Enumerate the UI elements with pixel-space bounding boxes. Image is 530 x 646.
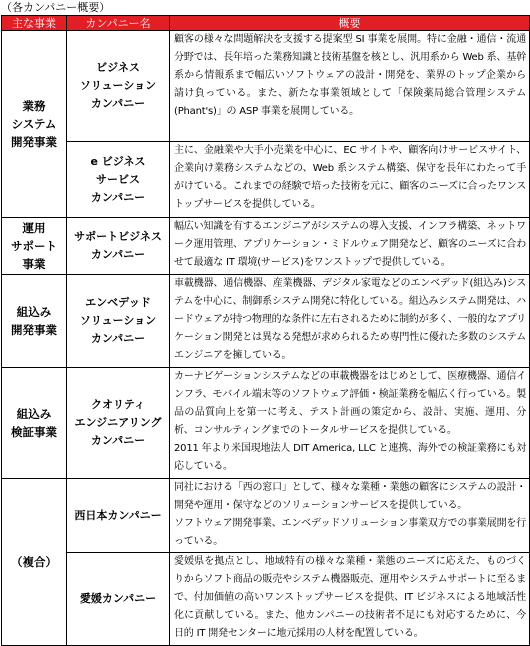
company-name-cell: 愛媛カンパニー xyxy=(67,553,170,646)
header-main-business: 主な事業 xyxy=(2,16,67,31)
table-row xyxy=(2,368,530,479)
business-category-cell: 業務 システム 開発事業 xyxy=(2,31,67,218)
company-name-cell: クオリティ エンジニアリング カンパニー xyxy=(67,368,170,479)
table-row xyxy=(2,31,530,142)
overview-cell: 幅広い知識を有するエンジニアがシステムの導入支援、インフラ構築、ネットワーク運用管理、アプリケーション・ミドルウェア開発など、顧客のニーズに合わせて最適な IT 環境(サービス)をワンストップで提供している。 xyxy=(170,218,530,275)
overview-cell: 車載機器、通信機器、産業機器、デジタル家電などのエンベデッド(組込み)システムを中心に、制御系システム開発に特化している。組込みシステム開発は、ハードウェアが持つ物理的な条件に左右されるために制約が多く、一般的なアプリケーション開発とは異なる発想が求められるため専門性に優れた多数のシステムエンジニアを擁している。 xyxy=(170,275,530,368)
business-category-cell: 組込み 開発事業 xyxy=(2,275,67,368)
company-name-cell: エンベデッド ソリューション カンパニー xyxy=(67,275,170,368)
table-row xyxy=(2,142,530,218)
business-category-cell: （複合） xyxy=(2,479,67,646)
business-category-cell: 組込み 検証事業 xyxy=(2,368,67,479)
table-row xyxy=(2,218,530,275)
header-company-name: カンパニー名 xyxy=(67,16,170,31)
company-name-cell: ビジネス ソリューション カンパニー xyxy=(67,31,170,142)
business-category-cell: 運用 サポート 事業 xyxy=(2,218,67,275)
overview-cell: 愛媛県を拠点とし、地域特有の様々な業種・業態のニーズに応えた、ものづくりからソフト商品の販売やシステム機器販売、運用やシステムサポートに至るまで、付加価値の高いワンストップサービスを提供、IT ビジネスによる地域活性化に貢献している。また、他カンパニーの技術者不足にも対応するために、今日的 IT 開発センターに地元採用の人材を配置している。 xyxy=(170,553,530,646)
overview-cell: 主に、金融業や大手小売業を中心に、EC サイトや、顧客向けサービスサイト、企業向け業務システムなどの、Web 系システム構築、保守を長年にわたって手がけている。これまでの経験で培った技術を元に、顧客のニーズに合ったワンストップサービスを提供している。 xyxy=(170,142,530,218)
company-overview-table xyxy=(1,15,530,646)
table-header-row xyxy=(2,16,530,31)
company-name-cell: サポートビジネス カンパニー xyxy=(67,218,170,275)
table-row xyxy=(2,553,530,646)
table-row xyxy=(2,479,530,553)
overview-cell: カーナビゲーションシステムなどの車載機器をはじめとして、医療機器、通信インフラ、モバイル端末等のソフトウェア評価・検証業務を幅広く行っている。製品の品質向上を第一に考え、テスト計画の策定から、設計、実施、運用、分析、コンサルティングまでのトータルサービスを提供している。 2011 年より米国現地法人 DIT America, LLC と連携、海外での検証業務にも対応している。 xyxy=(170,368,530,479)
company-name-cell: 西日本カンパニー xyxy=(67,479,170,553)
header-overview: 概要 xyxy=(170,16,530,31)
table-caption: （各カンパニー概要） xyxy=(1,1,111,14)
overview-cell: 同社における「西の窓口」として、様々な業種・業態の顧客にシステムの設計・開発や運用・保守などのソリューションサービスを提供している。 ソフトウェア開発事業、エンベデッドソリューション事業双方での事業展開を行っている。 xyxy=(170,479,530,553)
overview-cell: 顧客の様々な問題解決を支援する提案型 SI 事業を展開。特に金融・通信・流通分野では、長年培った業務知識と技術基盤を核とし、汎用系から Web 系、基幹系から情報系まで幅広いソフトウェアの設計・開発を、業界のトップ企業から請け負っている。また、新たな事業領域として「保険薬局総合管理システム(Phant's)」の ASP 事業を展開している。 xyxy=(170,31,530,142)
table-row xyxy=(2,275,530,368)
company-name-cell: e ビジネス サービス カンパニー xyxy=(67,142,170,218)
